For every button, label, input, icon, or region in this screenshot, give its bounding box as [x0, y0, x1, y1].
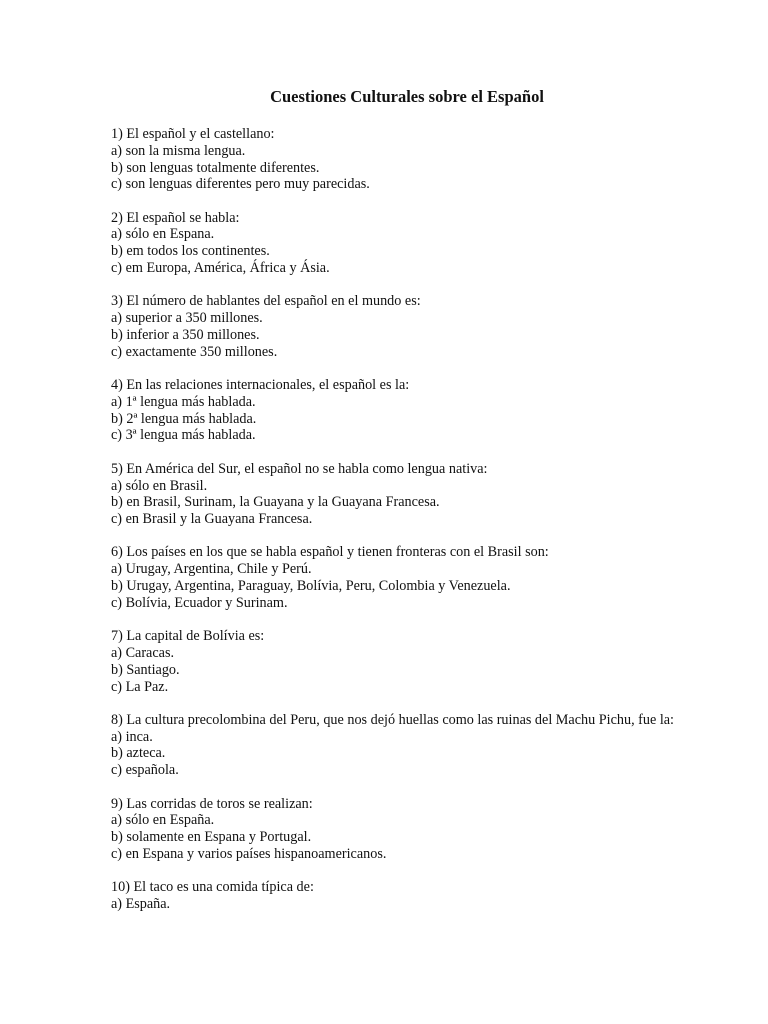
answer-option: c) española. [111, 762, 179, 779]
answer-option: a) superior a 350 millones. [111, 310, 263, 327]
answer-option: c) La Paz. [111, 678, 169, 695]
answer-option: c) exactamente 350 millones. [111, 343, 278, 360]
question-text: 4) En las relaciones internacionales, el español es la: [111, 377, 410, 394]
answer-option: a) Caracas. [111, 644, 175, 661]
answer-option: c) 3ª lengua más hablada. [111, 427, 256, 444]
answer-option: b) Urugay, Argentina, Paraguay, Bolívia, Peru, Colombia y Venezuela. [111, 578, 511, 595]
answer-option: c) Bolívia, Ecuador y Surinam. [111, 594, 288, 611]
question-7 [111, 628, 708, 695]
question-text: 2) El español se habla: [111, 209, 240, 226]
answer-option: b) solamente en Espana y Portugal. [111, 829, 312, 846]
question-text: 1) El español y el castellano: [111, 126, 275, 142]
question-3 [111, 293, 708, 360]
answer-option: c) en Brasil y la Guayana Francesa. [111, 511, 313, 528]
page-title: Cuestiones Culturales sobre el Español [270, 87, 544, 106]
answer-option: c) en Espana y varios países hispanoamericanos. [111, 845, 387, 862]
answer-option: b) em todos los continentes. [111, 243, 270, 260]
question-text: 10) El taco es una comida típica de: [111, 879, 314, 896]
question-5 [111, 461, 708, 528]
answer-option: a) 1ª lengua más hablada. [111, 393, 256, 410]
question-4 [111, 377, 708, 444]
answer-option: b) 2ª lengua más hablada. [111, 410, 257, 427]
answer-option: a) sólo en Espana. [111, 226, 215, 243]
answer-option: a) sólo en España. [111, 812, 215, 829]
question-text: 6) Los países en los que se habla español y tienen fronteras con el Brasil son: [111, 544, 549, 561]
question-6 [111, 544, 708, 611]
answer-option: a) inca. [111, 728, 153, 745]
question-text: 7) La capital de Bolívia es: [111, 628, 265, 645]
question-8 [111, 712, 708, 779]
question-text: 5) En América del Sur, el español no se habla como lengua nativa: [111, 460, 488, 477]
answer-option: a) Urugay, Argentina, Chile y Perú. [111, 561, 312, 578]
answer-option: c) son lenguas diferentes pero muy parecidas. [111, 176, 370, 193]
answer-option: b) son lenguas totalmente diferentes. [111, 159, 320, 176]
question-9 [111, 796, 708, 863]
question-2 [111, 210, 708, 277]
question-text: 3) El número de hablantes del español en el mundo es: [111, 293, 421, 310]
answer-option: c) em Europa, América, África y Ásia. [111, 260, 330, 277]
answer-option: a) sólo en Brasil. [111, 477, 208, 494]
question-text: 9) Las corridas de toros se realizan: [111, 795, 313, 812]
question-1 [111, 126, 708, 193]
answer-option: b) inferior a 350 millones. [111, 326, 260, 343]
answer-option: b) Santiago. [111, 661, 180, 678]
answer-option: a) España. [111, 895, 171, 912]
answer-option: b) en Brasil, Surinam, la Guayana y la Guayana Francesa. [111, 494, 440, 511]
question-text: 8) La cultura precolombina del Peru, que nos dejó huellas como las ruinas del Machu Pichu, fue la: [111, 711, 675, 728]
answer-option: a) son la misma lengua. [111, 142, 246, 159]
answer-option: b) azteca. [111, 745, 166, 762]
question-10 [111, 879, 708, 913]
